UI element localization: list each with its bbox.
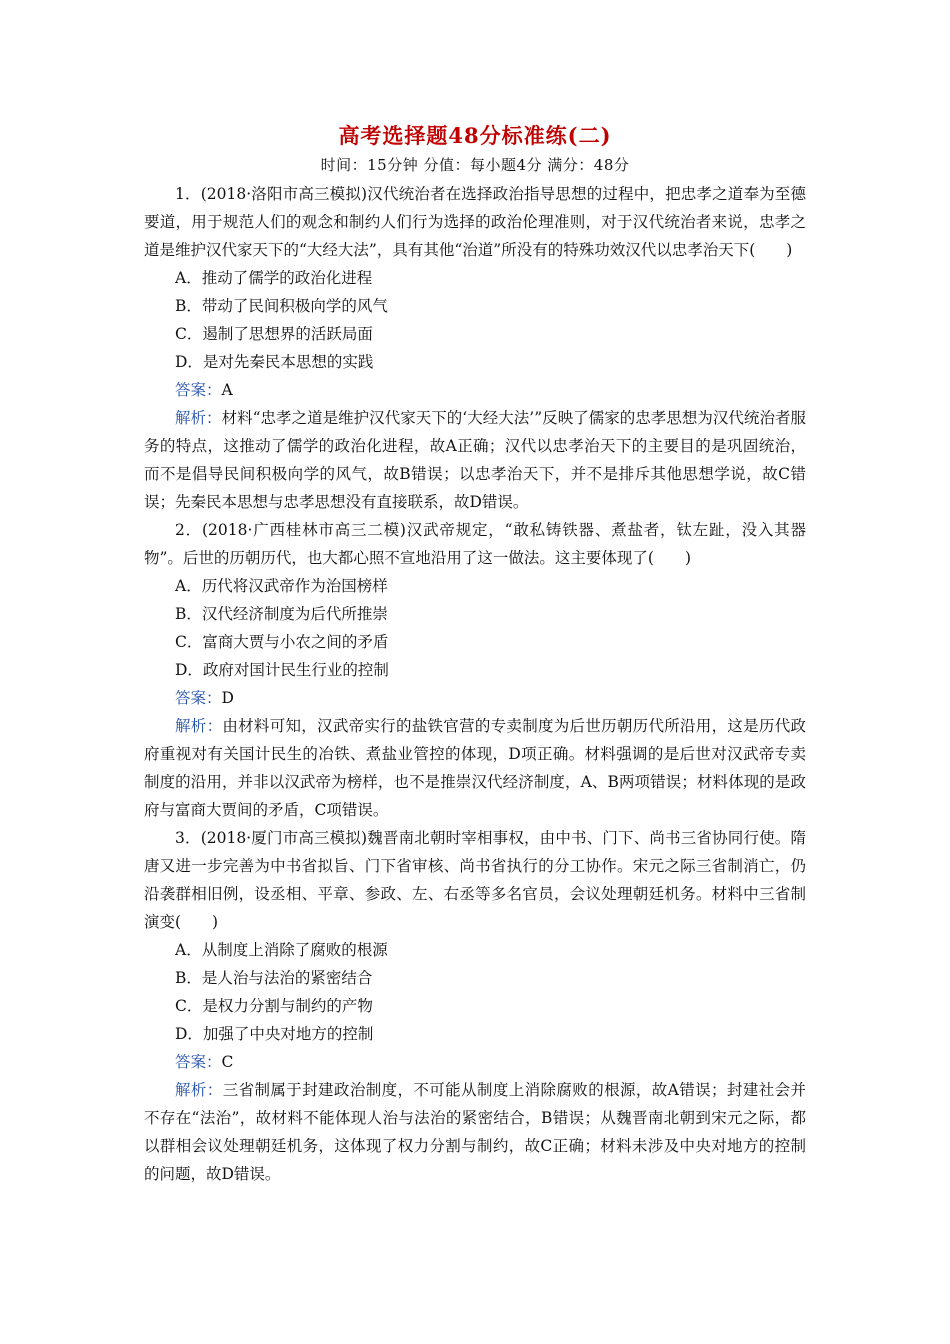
option-d: D．政府对国计民生行业的控制: [175, 661, 389, 679]
analysis-text: 三省制属于封建政治制度，不可能从制度上消除腐败的根源，故A错误；封建社会并不存在“法治”，故材料不能体现人治与法治的紧密结合，B错误；从魏晋南北朝到宋元之际，都以群相会议处理朝廷机务，这体现了权力分割与制约，故C正确；材料未涉及中央对地方的控制的问题，故D错误。: [144, 1081, 806, 1183]
analysis-label: 解析：: [175, 717, 223, 735]
analysis-text: 材料“忠孝之道是维护汉代家天下的‘大经大法’”反映了儒家的忠孝思想为汉代统治者服务的特点，这推动了儒学的政治化进程，故A正确；汉代以忠孝治天下的主要目的是巩固统治，而不是倡导民间积极向学的风气，故B错误；以忠孝治天下，并不是排斥其他思想学说，故C错误；先秦民本思想与忠孝思想没有直接联系，故D错误。: [144, 409, 806, 511]
question-stem: 3．(2018·厦门市高三模拟)魏晋南北朝时宰相事权，由中书、门下、尚书三省协同行使。隋唐又进一步完善为中书省拟旨、门下省审核、尚书省执行的分工协作。宋元之际三省制消亡，仍沿袭群相旧例，设丞相、平章、参政、左、右丞等多名官员，会议处理朝廷机务。材料中三省制演变( ): [144, 829, 806, 931]
question-list: [144, 180, 806, 1188]
option-b: B．汉代经济制度为后代所推崇: [175, 605, 388, 623]
analysis-label: 解析：: [175, 409, 222, 427]
analysis: [144, 404, 806, 516]
analysis: [144, 712, 806, 824]
page-title: 高考选择题48分标准练(二): [338, 123, 612, 148]
answer-label: 答案：: [175, 689, 222, 707]
exam-meta: 时间：15分钟 分值：每小题4分 满分：48分: [320, 156, 630, 174]
option-c: C．富商大贾与小农之间的矛盾: [175, 633, 389, 651]
question-stem: 2．(2018·广西桂林市高三二模)汉武帝规定，“敢私铸铁器、煮盐者，钛左趾，没入其器物”。后世的历朝历代，也大都心照不宣地沿用了这一做法。这主要体现了( ): [144, 521, 806, 567]
answer-line: [144, 684, 806, 712]
option-c: C．遏制了思想界的活跃局面: [175, 325, 373, 343]
question-2: [144, 516, 806, 824]
answer-value: C: [221, 1053, 234, 1071]
answer-label: 答案：: [175, 381, 222, 399]
question-3: [144, 824, 806, 1188]
analysis-label: 解析：: [175, 1081, 223, 1099]
option-c: C．是权力分割与制约的产物: [175, 997, 373, 1015]
answer-value: D: [221, 689, 234, 707]
answer-line: [144, 1048, 806, 1076]
answer-value: A: [221, 381, 233, 399]
answer-label: 答案：: [175, 1053, 222, 1071]
option-a: A．推动了儒学的政治化进程: [175, 269, 373, 287]
option-d: D．加强了中央对地方的控制: [175, 1025, 374, 1043]
question-stem: 1．(2018·洛阳市高三模拟)汉代统治者在选择政治指导思想的过程中，把忠孝之道奉为至德要道，用于规范人们的观念和制约人们行为选择的政治伦理准则，对于汉代统治者来说，忠孝之道是维护汉代家天下的“大经大法”，具有其他“治道”所没有的特殊功效汉代以忠孝治天下( ): [144, 185, 806, 259]
option-a: A．从制度上消除了腐败的根源: [175, 941, 388, 959]
option-b: B．带动了民间积极向学的风气: [175, 297, 388, 315]
option-d: D．是对先秦民本思想的实践: [175, 353, 374, 371]
analysis-text: 由材料可知，汉武帝实行的盐铁官营的专卖制度为后世历朝历代所沿用，这是历代政府重视对有关国计民生的冶铁、煮盐业管控的体现，D项正确。材料强调的是后世对汉武帝专卖制度的沿用，并非以汉武帝为榜样，也不是推崇汉代经济制度，A、B两项错误；材料体现的是政府与富商大贾间的矛盾，C项错误。: [144, 717, 806, 819]
question-1: [144, 180, 806, 516]
analysis: [144, 1076, 806, 1188]
option-a: A．历代将汉武帝作为治国榜样: [175, 577, 388, 595]
option-b: B．是人治与法治的紧密结合: [175, 969, 373, 987]
answer-line: [144, 376, 806, 404]
